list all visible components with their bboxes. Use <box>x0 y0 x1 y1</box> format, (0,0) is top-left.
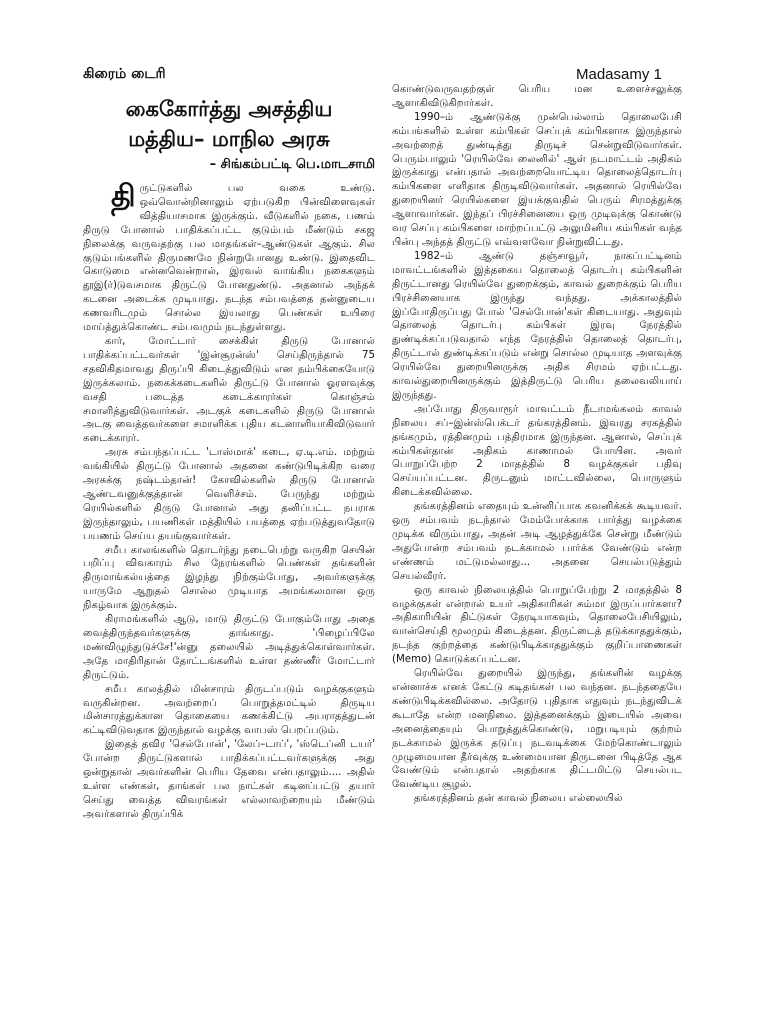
paragraph: கொண்டுவருவதற்குள் பெரிய மன உளைச்சலுக்கு ஆளாகிவிடுகிறார்கள். <box>392 84 682 109</box>
paragraph: தங்கரத்தினம் தன் காவல் நிலைய எல்லையில் <box>414 793 623 805</box>
left-column <box>83 94 375 822</box>
paragraph <box>83 179 375 335</box>
header-section-label: கிரைம் டைரி <box>83 66 166 82</box>
article-title-line-1: கைகோர்த்து அசத்திய <box>125 97 333 121</box>
article-byline: – சிங்கம்பட்டி பெ.மாடசாமி <box>209 157 375 172</box>
paragraph: ஒரு காவல் நிலையத்தில் பொறுப்பேற்று 2 மாதத்தில் 8 வழக்குகள் என்றால் உயர் அதிகாரிகள் சும்மா இருப்பார்களா? அதிகாரியின் திட்டுகள் நேரடியாகவும், தொலைபேசியிலும், வான்செய்தி மூலமும் கிடைத்தன. திருட்டைத் தடுக்காததுக்கும், நடந்த குற்றத்தை கண்டுபிடிக்காததுக்கும் குறிப்பாணைகள் (Memo) கொடுக்கப்பட்டன. <box>392 584 682 666</box>
paragraph: ரெயில்வே துறையில் இருந்து, தங்களின் வழக்கு என்னாச்சு எனக் கேட்டு கடிதங்கள் பல வந்தன. நடந்ததையே கண்டுபிடிக்கவில்லை. அதோடு புதிதாக எதுவும் நடந்துவிடக் கூடாதே என்ற மனநிலை. இத்தனைக்கும் இடையில் அவை அனைத்தையும் பொறுத்துக்கொண்டு, மறுபடியும் குற்றம் நடக்காமல் இருக்க தடுப்பு நடவடிக்கை மேற்கொண்டாலும் முழுமையான தீர்வுக்கு உண்மையான திருடனை பிடித்தே ஆக வேண்டும் என்பதால் அதற்காக திட்டமிட்டு செயல்பட வேண்டிய சூழல். <box>392 668 682 791</box>
paragraph: சமீப காலத்தில் மின்சாரம் திருடப்படும் வழக்குகளும் வருகின்றன. அவற்றைப் பொறுத்தமட்டில் திருடிய மின்சாரத்துக்கான தொகையை கணக்கிட்டு அபராதத்துடன் கட்டிவிடுவதாக இருந்தால் வழக்கு வாபஸ் பெறப்படும். <box>83 683 375 737</box>
paragraph: சமீப காலங்களில் தொடர்ந்து நடைபெற்று வருகிற செயின் பறிப்பு விவகாரம் சில நேரங்களில் பெண்கள் தங்களின் திருமாங்கல்யத்தை இழந்து நிற்கும்போது, அவர்களுக்கு யாருமே ஆறுதல் சொல்ல முடியாத அமங்கலமான ஒரு நிகழ்வாக இருக்கும். <box>83 544 375 612</box>
paragraph: இதைத் தவிர 'செல்போன்', 'லேப்–டாப்', 'ஸ்டெப்னி டயர்' போன்ற திருட்டுகளால் பாதிக்கப்பட்டவர்களுக்கு அது ஒன்றுதான் அவர்களின் பெரிய தேவை என்பதாலும்.... அதில் உள்ள எண்கள், தாங்கள் பல நாட்கள் கடினப்பட்டு தயார் செய்து வைத்த விவரங்கள் எல்லாவற்றையும் மீண்டும் அவர்களால் திருப்பிக் <box>83 739 375 820</box>
paragraph: அப்போது திருவாரூர் மாவட்டம் நீடாமங்கலம் காவல் நிலைய சப்–இன்ஸ்பெக்டர் தங்கரத்தினம். இவரது சரகத்தில் தங்கமும், ரத்தினமும் பத்திரமாக இருந்தன. ஆனால், செப்புக் கம்பிகள்தான் அதிகம் காணாமல் போயின. அவர் பொறுப்பேற்ற 2 மாதத்தில் 8 வழக்குகள் பதிவு செய்யப்பட்டன. திருடனும் மாட்டவில்லை, பொருளும் கிடைக்கவில்லை. <box>392 403 682 499</box>
right-column <box>392 83 682 806</box>
paragraph: அரசு சம்பந்தப்பட்ட 'டாஸ்மாக்' கடை, ஏ.டி.எம். மற்றும் வங்கியில் திருட்டு போனால் அதனை கண்டுபிடிக்கிற வரை அரசுக்கு நஷ்டம்தான்! கோவில்களில் திருடு போனால் ஆண்டவனுக்குத்தான் வெளிச்சம். பேருந்து மற்றும் ரெயில்களில் திருடு போனால் அது தனிப்பட்ட நபராக இருந்தாலும், பயணிகள் மத்தியில் பயத்தை ஏற்படுத்துவதோடு பயணம் செய்ய தயங்குவார்கள். <box>83 447 375 542</box>
paragraph-text: ருட்டுகளில் பல வகை உண்டு. ஒவ்வொன்றினாலும் ஏற்படுகிற பின்விளைவுகள் வித்தியாசமாக இருக்கும். வீடுகளில் நகை, பணம் திருடு போனால் பாதிக்கப்பட்ட குடும்பம் மீண்டும் சகஜ நிலைக்கு வருவதற்கு பல மாதங்கள்–ஆண்டுகள் ஆகும். சில குடும்பங்களில் திருமணமே நின்றுபோனது உண்டு. இதைவிட கொடுமை என்னவென்றால், இரவல் வாங்கிய நகைகளும் தூஇ(ர்)டுவசமாக திருட்டு போனதுண்டு. அதனால் அந்தக் கடனை அடைக்க முடியாது. நடந்த சம்பவத்தை தன்னுடைய கணவரிடமும் சொல்ல இயலாது பெண்கள் உயிரை மாய்த்துக்கொண்ட சம்பவமும் நடந்துள்ளது. <box>83 183 375 334</box>
paragraph: கார், மோட்டார் சைக்கிள் திருடு போனால் பாதிக்கப்பட்டவர்கள் 'இன்சூரன்ஸ்' செய்திருந்தால் 75 சதவிகிதமாவது திருப்பி கிடைத்துவிடும் என நம்பிக்கையோடு இருக்கலாம். நகைக்கடைகளில் திருட்டு போனால் ஓரளவுக்கு வசதி படைத்த கடைக்காரர்கள் கொஞ்சம் சமாளித்துவிடுவார்கள். அடகுக் கடைகளில் திருடு போனால் அடகு வைத்தவர்களை சமாளிக்க புதிய கடனாளியாகிவிடுவார் கடைக்காரர். <box>83 335 375 445</box>
paragraph: 1982–ம் ஆண்டு தஞ்சாவூர், நாகப்பட்டினம் மாவட்டங்களில் இத்தகைய தொலைத் தொடர்பு கம்பிகளின் திருட்டானது ரெயில்வே துறைக்கும், காவல் துறைக்கும் பெரிய பிரச்சினையாக இருந்து வந்தது. அக்காலத்தில் இப்போதிருப்பது போல் 'செல்போன்'கள் கிடையாது. அதுவும் தொலைத் தொடர்பு கம்பிகள் இரவு நேரத்தில் துண்டிக்கப்படுவதால் எந்த நேரத்தில் தொலைத் தொடர்பு, திருட்டால் துண்டிக்கப்படும் என்று சொல்ல முடியாத அளவுக்கு ரெயில்வே துறையினருக்கு அதிக சிரமம் ஏற்பட்டது. காவல்துறையினருக்கும் இத்திருட்டு பெரிய தலைவலியாய் இருந்தது. <box>392 250 682 401</box>
article-title-line-2: மத்திய– மாநில அரசு <box>128 127 330 151</box>
paragraph: தங்கரத்தினம் எதையும் உன்னிப்பாக கவனிக்கக் கூடியவர். ஒரு சம்பவம் நடந்தால் மேம்போக்காக பார்த்து வழக்கை முடிக்க விரும்பாது, அதன் அடி ஆழத்துக்கே சென்று மீண்டும் அதுபோன்ற சம்பவம் நடக்காமல் பார்க்க வேண்டும் என்ற எண்ணம் மட்டுமல்லாது... அதனை செயல்படுத்தும் செயல்வீரர். <box>392 501 682 582</box>
drop-cap: தி <box>111 179 136 214</box>
paragraph: கிராமங்களில் ஆடு, மாடு திருட்டு போகும்போது அதை வைத்திருந்தவர்களுக்கு தாங்காது. 'பிழைப்பிலே மண்விழுந்துடுச்சே!'ன்னு தலையில் அடித்துக்கொள்வார்கள். அதே மாதிரிதான் தோட்டங்களில் உள்ள தண்ணீர் மோட்டார் திருட்டும். <box>83 614 375 681</box>
paragraph: 1990–ம் ஆண்டுக்கு முன்பெல்லாம் தொலைபேசி கம்பங்களில் உள்ள கம்பிகள் செப்புக் கம்பிகளாக இருந்தால் அவற்றைத் துண்டித்து திருடிச் சென்றுவிடுவார்கள். பெரும்பாலும் 'ரெயில்வே லைனில்' ஆள் நடமாட்டம் அதிகம் இருக்காது என்பதால் அவற்றையொட்டிய தொலைத்தொடர்பு கம்பிகளை எளிதாக திருடிவிடுவார்கள். அதனால் ரெயில்வே துறையினர் ரெயில்களை இயக்குவதில் பெரும் சிரமத்துக்கு ஆளாவார்கள். இந்தப் பிரச்சினையை ஒரு முடிவுக்கு கொண்டு வர செப்பு கம்பிகளை மாற்றப்பட்டு அலுமினிய கம்பிகள் வந்த பின்பு அந்தத் திருட்டு எவ்வளவோ நின்றுவிட்டது. <box>392 111 682 248</box>
header-page-label: Madasamy 1 <box>576 66 662 83</box>
